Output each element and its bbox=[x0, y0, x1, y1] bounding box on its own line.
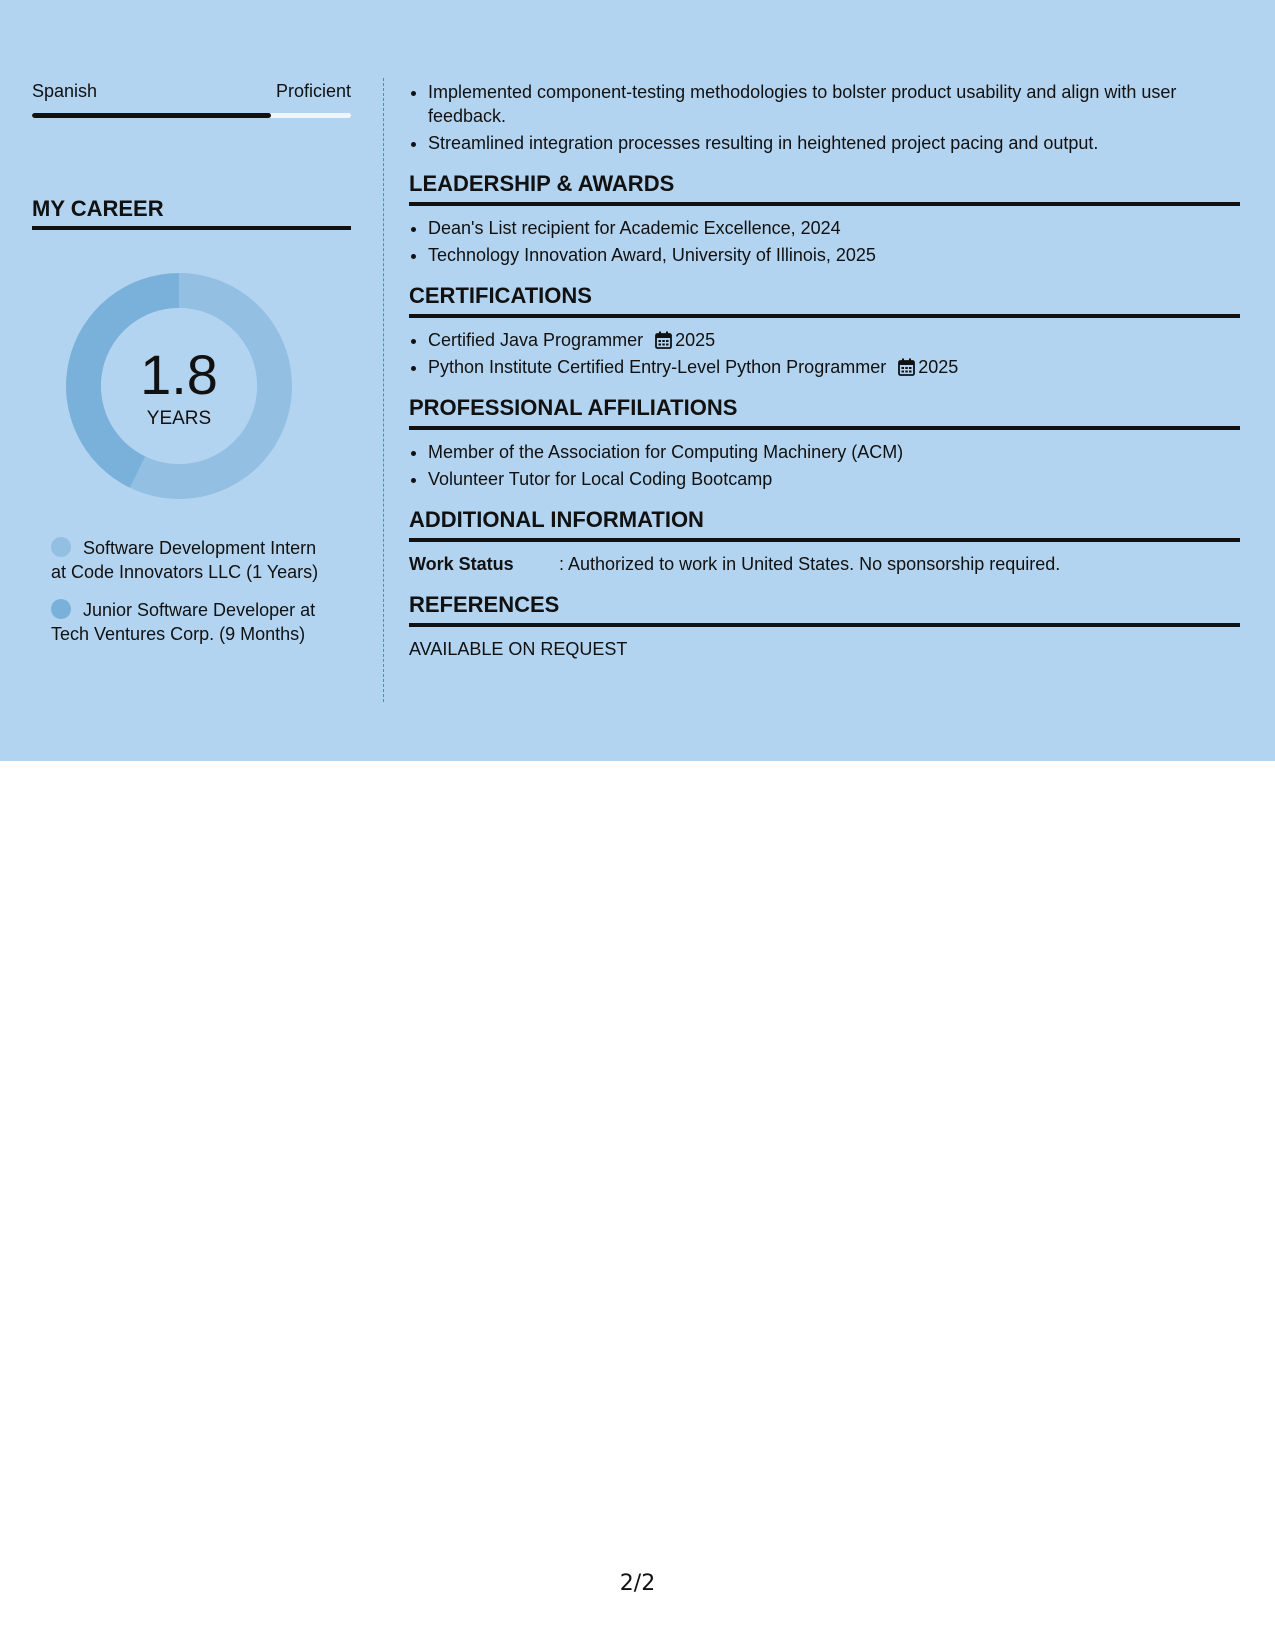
donut-center bbox=[66, 273, 292, 499]
affiliations-heading: PROFESSIONAL AFFILIATIONS bbox=[409, 395, 1240, 430]
certification-name: Certified Java Programmer bbox=[428, 330, 644, 350]
career-donut-chart bbox=[66, 273, 292, 499]
certifications-list bbox=[409, 328, 1240, 379]
calendar-icon bbox=[898, 358, 915, 376]
language-row bbox=[32, 80, 351, 102]
career-heading: MY CAREER bbox=[32, 196, 351, 230]
legend-item bbox=[51, 536, 336, 584]
work-status-row bbox=[409, 552, 1240, 576]
list-item bbox=[428, 328, 1240, 352]
list-item: • Member of the Association for Computing Machinery (ACM) bbox=[428, 440, 1240, 464]
list-item: • Dean's List recipient for Academic Excellence, 2024 bbox=[428, 216, 1240, 240]
certification-year: 2025 bbox=[918, 357, 959, 377]
right-column bbox=[409, 80, 1240, 661]
legend-dot bbox=[51, 537, 71, 557]
list-item: • Implemented component-testing methodologies to bolster product usability and align with user feedback. bbox=[428, 80, 1240, 128]
work-status-value: : Authorized to work in United States. No sponsorship required. bbox=[559, 554, 1061, 574]
career-total-unit: YEARS bbox=[146, 408, 212, 429]
experience-bullets bbox=[409, 80, 1240, 155]
list-item: • Volunteer Tutor for Local Coding Bootcamp bbox=[428, 467, 1240, 491]
work-status-label: Work Status bbox=[409, 554, 514, 574]
certification-year: 2025 bbox=[675, 330, 716, 350]
references-heading: REFERENCES bbox=[409, 592, 1240, 627]
language-level-fill bbox=[32, 113, 271, 118]
legend-dot bbox=[51, 599, 71, 619]
certifications-heading: CERTIFICATIONS bbox=[409, 283, 1240, 318]
references-text: AVAILABLE ON REQUEST bbox=[409, 639, 628, 659]
legend-label: Software Development Intern at Code Innovators LLC (1 Years) bbox=[51, 538, 319, 582]
left-column bbox=[32, 80, 351, 660]
career-total-years: 1.8 bbox=[140, 343, 218, 406]
certification-name: Python Institute Certified Entry-Level Python Programmer bbox=[428, 357, 887, 377]
legend-label: Junior Software Developer at Tech Ventures Corp. (9 Months) bbox=[51, 600, 316, 644]
list-item bbox=[428, 355, 1240, 379]
affiliations-list bbox=[409, 440, 1240, 491]
language-level-bar bbox=[32, 113, 351, 118]
language-name: Spanish bbox=[32, 81, 98, 101]
additional-info-heading: ADDITIONAL INFORMATION bbox=[409, 507, 1240, 542]
list-item: • Streamlined integration processes resulting in heightened project pacing and output. bbox=[428, 131, 1240, 155]
calendar-icon bbox=[655, 331, 672, 349]
language-level: Proficient bbox=[275, 81, 351, 101]
legend-item bbox=[51, 598, 336, 646]
leadership-heading: LEADERSHIP & AWARDS bbox=[409, 171, 1240, 206]
page-number: 2/2 bbox=[619, 1571, 656, 1596]
career-legend bbox=[51, 536, 336, 646]
column-divider bbox=[383, 78, 384, 702]
leadership-list bbox=[409, 216, 1240, 267]
list-item: • Technology Innovation Award, University of Illinois, 2025 bbox=[428, 243, 1240, 267]
